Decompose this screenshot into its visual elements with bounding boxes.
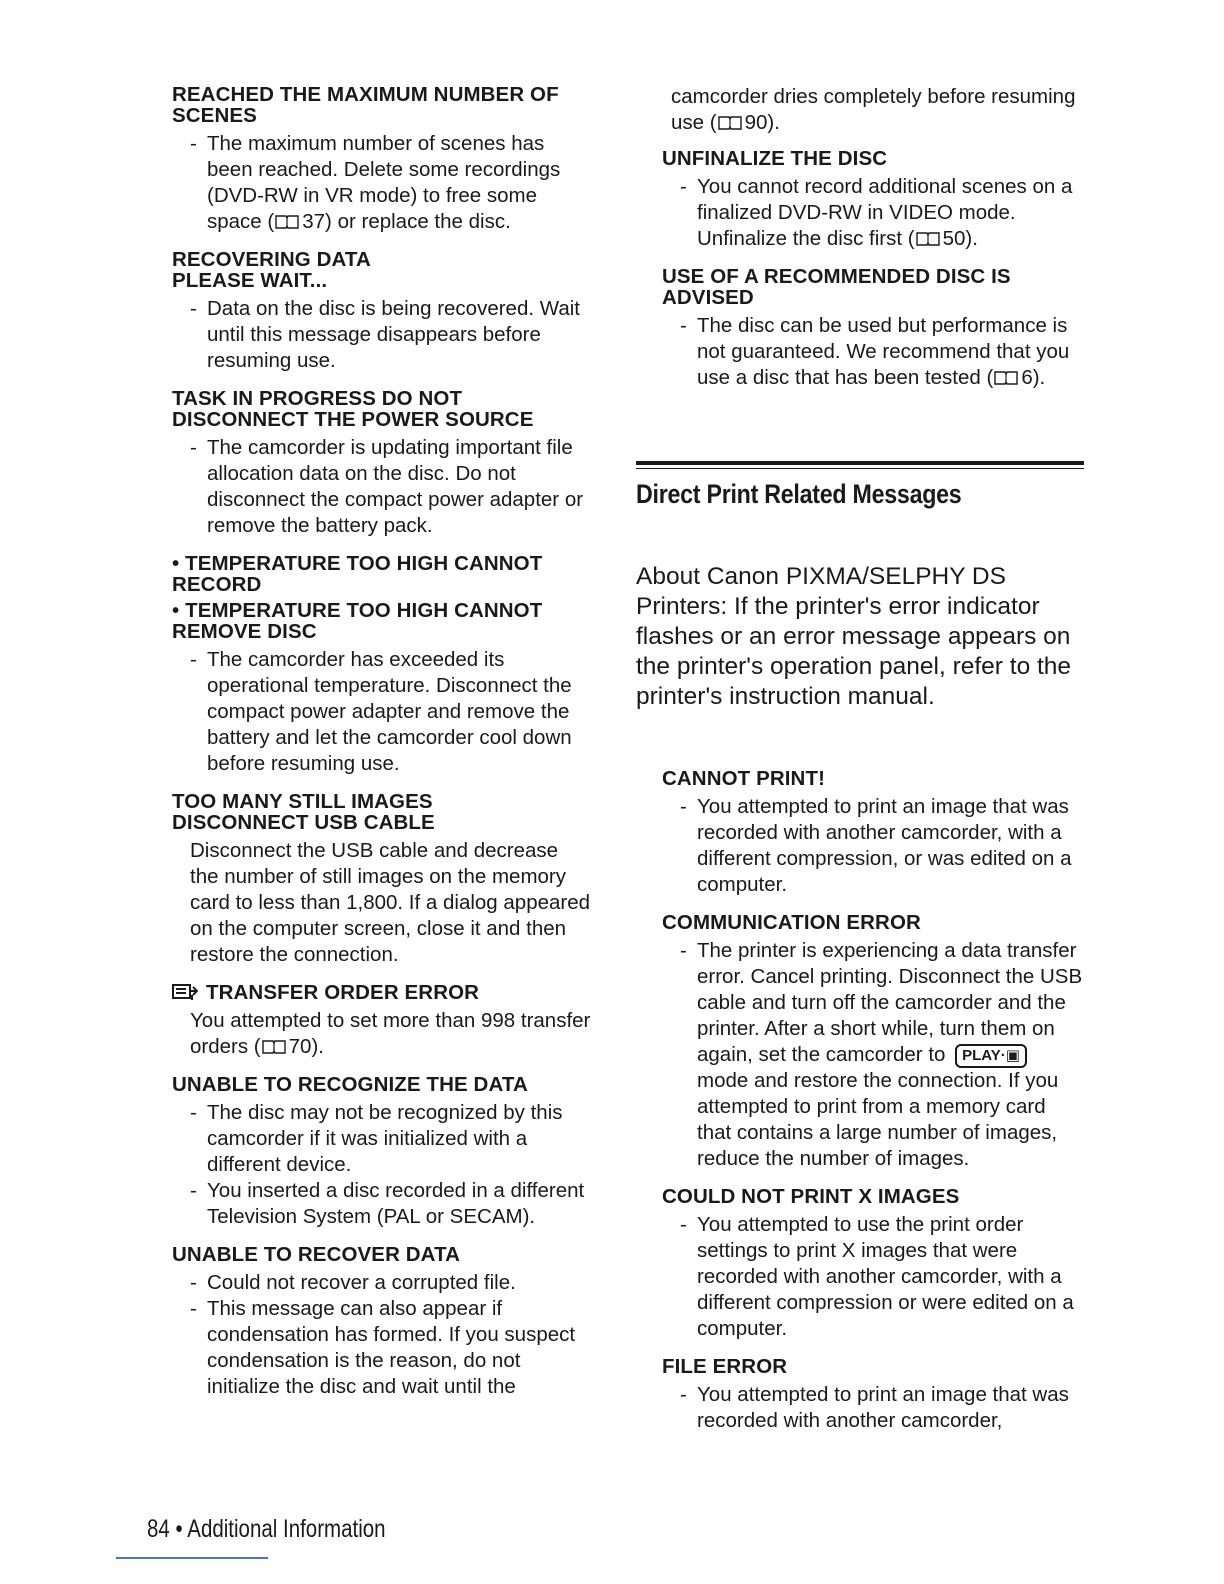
book-reference-icon [994, 370, 1018, 385]
message-entry [172, 600, 592, 777]
item-dash: - [190, 1297, 197, 1320]
message-entry [172, 1074, 592, 1230]
item-text: You attempted to print an image that was recorded with another camcorder, with a different compression, or was edited on a computer. [697, 795, 1072, 896]
message-heading [172, 791, 592, 833]
book-reference-icon [718, 115, 742, 130]
message-entry [172, 388, 592, 539]
item-dash: - [680, 314, 687, 337]
message-heading [662, 912, 1084, 933]
heading-line: DISCONNECT THE POWER SOURCE [172, 408, 534, 431]
item-text: You attempted to print an image that was recorded with another camcorder, [697, 1383, 1069, 1432]
message-item [172, 296, 592, 374]
continued-text [636, 84, 1084, 136]
right-top-messages [636, 84, 1084, 391]
message-entry [662, 266, 1084, 391]
play-mode-badge: PLAY·▣ [955, 1044, 1027, 1068]
heading-line: UNABLE TO RECOGNIZE THE DATA [172, 1073, 528, 1096]
item-dash: - [680, 1213, 687, 1236]
message-heading [172, 249, 592, 291]
item-text: mode and restore the connection. If you attempted to print from a memory card that contains a large number of images, reduce the number of images. [697, 1069, 1059, 1170]
heading-line: TASK IN PROGRESS DO NOT [172, 387, 463, 410]
message-entry [662, 1186, 1084, 1342]
page-reference: 90 [744, 111, 768, 134]
message-item [172, 435, 592, 539]
heading-line: DISCONNECT USB CABLE [172, 811, 435, 834]
page-reference: 6 [1021, 366, 1033, 389]
transfer-order-icon [172, 983, 198, 1001]
heading-line: UNFINALIZE THE DISC [662, 147, 888, 170]
heading-line: REMOVE DISC [172, 620, 317, 643]
message-heading [662, 266, 1084, 308]
message-heading [172, 388, 592, 430]
message-entry [662, 1356, 1084, 1434]
message-item [662, 938, 1084, 1172]
item-dash: - [680, 1383, 687, 1406]
item-dash: - [190, 1271, 197, 1294]
item-dash: - [190, 132, 197, 155]
item-text: ). [1032, 366, 1046, 389]
book-reference-icon [262, 1039, 286, 1054]
section-intro: About Canon PIXMA/SELPHY DS Printers: If the printer's error indicator flashes or an error message appears on the printer's operation panel, refer to the printer's instruction manual. [636, 563, 1072, 710]
heading-line: RECORD [172, 573, 262, 596]
message-entry [662, 912, 1084, 1172]
section-title: Direct Print Related Messages [636, 479, 962, 509]
page-reference: 50 [942, 227, 966, 250]
item-text: ). [767, 111, 780, 134]
page-footer [147, 1515, 386, 1544]
message-entry [662, 768, 1084, 898]
message-item [172, 1296, 592, 1400]
plain-text [172, 1008, 592, 1060]
item-text: You attempted to use the print order settings to print X images that were recorded with another camcorder, with a different compression or were edited on a computer. [697, 1213, 1074, 1340]
heading-line: RECOVERING DATA [172, 248, 371, 271]
item-text: ) or replace the disc. [325, 210, 511, 233]
heading-line: FILE ERROR [662, 1355, 788, 1378]
heading-line: CANNOT PRINT! [662, 767, 826, 790]
book-reference-icon [275, 214, 299, 229]
plain-text-part: ). [311, 1035, 324, 1058]
page-reference: 70 [288, 1035, 312, 1058]
message-entry [172, 791, 592, 968]
item-dash: - [680, 175, 687, 198]
item-text: You cannot record additional scenes on a finalized DVD-RW in VIDEO mode. Unfinalize the disc first ( [697, 175, 1073, 250]
page-reference: 37 [302, 210, 326, 233]
item-text: You inserted a disc recorded in a different Television System (PAL or SECAM). [207, 1179, 585, 1228]
message-heading [662, 768, 1084, 789]
message-heading [172, 553, 592, 595]
item-dash: - [190, 297, 197, 320]
message-item [662, 174, 1084, 252]
message-item [662, 313, 1084, 391]
message-item [662, 1212, 1084, 1342]
message-heading [662, 148, 1084, 169]
item-dash: - [190, 436, 197, 459]
message-entry [172, 982, 592, 1060]
item-text: ). [965, 227, 978, 250]
message-heading [662, 1186, 1084, 1207]
item-dash: - [190, 1101, 197, 1124]
heading-line: PLEASE WAIT... [172, 269, 328, 292]
message-item [662, 794, 1084, 898]
message-heading [172, 1074, 592, 1095]
message-item [662, 1382, 1084, 1434]
item-text: camcorder dries completely before resuming use ( [671, 85, 1076, 134]
message-item [172, 1100, 592, 1178]
message-entry [172, 84, 592, 235]
heading-line: • TEMPERATURE TOO HIGH CANNOT [172, 599, 543, 622]
message-heading [172, 600, 592, 642]
heading-line: TOO MANY STILL IMAGES [172, 790, 433, 813]
message-heading [662, 1356, 1084, 1377]
footer-underline [116, 1557, 268, 1559]
plain-text: Disconnect the USB cable and decrease the number of still images on the memory card to less than 1,800. If a dialog appeared on the computer screen, close it and then restore the connection. [190, 839, 591, 966]
heading-line: ADVISED [662, 286, 754, 309]
item-text: This message can also appear if condensation has formed. If you suspect condensation is the reason, do not initialize the disc and wait until the [207, 1297, 576, 1398]
item-dash: - [680, 795, 687, 818]
left-column [172, 84, 592, 1414]
plain-text-part: You attempted to set more than 998 transfer orders ( [190, 1009, 591, 1058]
item-text: Data on the disc is being recovered. Wait until this message disappears before resuming use. [207, 297, 580, 372]
book-reference-icon [916, 231, 940, 246]
item-dash: - [680, 939, 687, 962]
heading-line: REACHED THE MAXIMUM NUMBER OF [172, 83, 559, 106]
item-text: The camcorder is updating important file allocation data on the disc. Do not disconnect the compact power adapter or remove the battery pack. [207, 436, 584, 537]
item-text: Could not recover a corrupted file. [207, 1271, 516, 1294]
item-text: The camcorder has exceeded its operational temperature. Disconnect the compact power adapter and remove the battery and let the camcorder cool down before resuming use. [207, 648, 572, 775]
section-rule [636, 461, 1084, 465]
heading-line: COULD NOT PRINT X IMAGES [662, 1185, 960, 1208]
message-item [172, 131, 592, 235]
right-column [636, 84, 1084, 1448]
section-rule-thin [636, 468, 1084, 469]
heading-line: • TEMPERATURE TOO HIGH CANNOT [172, 552, 543, 575]
message-item [172, 1178, 592, 1230]
message-item [172, 1270, 592, 1296]
item-text: The disc may not be recognized by this camcorder if it was initialized with a different device. [207, 1101, 563, 1176]
message-heading [172, 982, 592, 1003]
message-entry [172, 553, 592, 595]
item-text: The printer is experiencing a data transfer error. Cancel printing. Disconnect the USB cable and turn off the camcorder and the printer. After a short while, turn them on again, set the camcorder to [697, 939, 1083, 1066]
message-heading [172, 1244, 592, 1265]
heading-line: COMMUNICATION ERROR [662, 911, 921, 934]
heading-line: SCENES [172, 104, 257, 127]
message-entry [172, 1244, 592, 1400]
heading-line: UNABLE TO RECOVER DATA [172, 1243, 461, 1266]
message-entry [172, 249, 592, 374]
message-item [172, 647, 592, 777]
heading-line: USE OF A RECOMMENDED DISC IS [662, 265, 1011, 288]
page-number: 84 [147, 1515, 170, 1543]
item-dash: - [190, 1179, 197, 1202]
footer-section-name: Additional Information [187, 1515, 386, 1543]
message-entry [662, 148, 1084, 252]
print-messages [636, 768, 1084, 1434]
heading-line: TRANSFER ORDER ERROR [206, 981, 480, 1004]
item-text: The disc can be used but performance is not guaranteed. We recommend that you use a disc that has been tested ( [697, 314, 1070, 389]
item-text: The maximum number of scenes has been reached. Delete some recordings (DVD-RW in VR mode) to free some space ( [207, 132, 561, 233]
message-heading [172, 84, 592, 126]
footer-bullet: • [175, 1515, 183, 1543]
item-dash: - [190, 648, 197, 671]
